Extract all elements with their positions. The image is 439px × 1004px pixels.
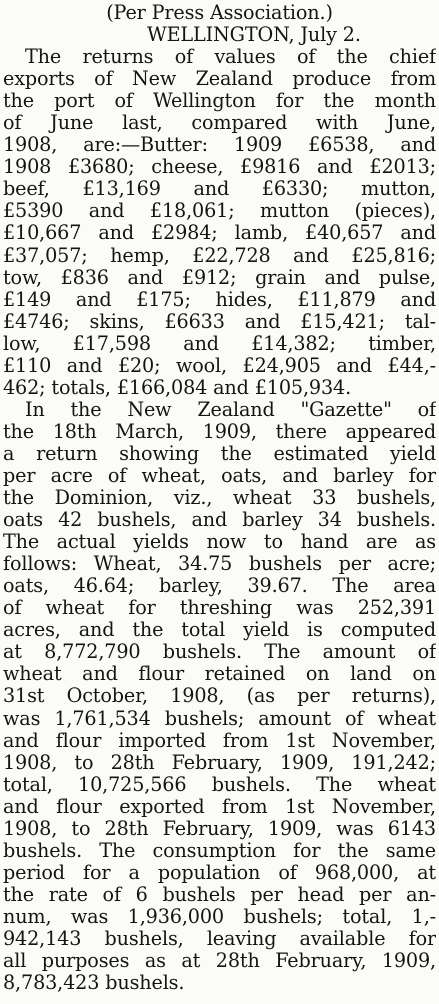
text-line: £4746; skins, £6633 and £15,421; tal- [3, 310, 436, 333]
text-line: low, £17,598 and £14,382; timber, [3, 332, 436, 355]
text-line: £149 and £175; hides, £11,879 and [3, 288, 436, 311]
text-line: bushels. The consumption for the same [3, 839, 436, 862]
text-line: oats 42 bushels, and barley 34 bushels. [3, 509, 436, 532]
text-line: follows: Wheat, 34.75 bushels per acre; [3, 553, 436, 576]
text-line: 1908 £3680; cheese, £9816 and £2013; [3, 156, 436, 179]
text-line: acres, and the total yield is computed [3, 619, 436, 642]
text-line: 462; totals, £166,084 and £105,934. [3, 376, 352, 399]
text-line: beef, £13,169 and £6330; mutton, [3, 178, 436, 201]
text-line: all purposes as at 28th February, 1909, [3, 950, 436, 973]
text-line: The actual yields now to hand are as [3, 531, 436, 554]
text-line: tow, £836 and £912; grain and pulse, [3, 266, 436, 289]
text-line: was 1,761,534 bushels; amount of wheat [3, 707, 436, 730]
text-line: £110 and £20; wool, £24,905 and £44,- [3, 354, 436, 377]
text-line: The returns of values of the chief [25, 46, 436, 69]
text-line: the Dominion, viz., wheat 33 bushels, [3, 487, 436, 510]
text-line: period for a population of 968,000, at [3, 861, 436, 884]
text-line: exports of New Zealand produce from [3, 68, 436, 91]
paragraph-wheat-returns [3, 399, 436, 994]
text-line: 1908, to 28th February, 1909, was 6143 [3, 817, 436, 840]
text-line: of wheat for threshing was 252,391 [3, 597, 436, 620]
text-line: In the New Zealand "Gazette" of [25, 398, 436, 421]
text-line: of June last, compared with June, [3, 112, 436, 135]
text-line: the 18th March, 1909, there appeared [3, 420, 436, 443]
text-line: 31st October, 1908, (as per returns), [3, 685, 436, 708]
text-line: the rate of 6 bushels per head per an- [3, 883, 436, 906]
text-line: wheat and flour retained on land on [3, 663, 436, 686]
dateline: WELLINGTON, July 2. [147, 24, 361, 47]
text-line: and flour imported from 1st November, [3, 729, 436, 752]
source-line: (Per Press Association.) [106, 2, 333, 24]
text-line: 942,143 bushels, leaving available for [3, 927, 436, 950]
text-line: 8,783,423 bushels. [3, 972, 185, 995]
text-line: £10,667 and £2984; lamb, £40,657 and [3, 222, 436, 245]
text-line: total, 10,725,566 bushels. The wheat [3, 773, 436, 796]
text-line: £5390 and £18,061; mutton (pieces), [3, 200, 436, 223]
text-line: 1908, are:—Butter: 1909 £6538, and [3, 134, 436, 157]
text-line: and flour exported from 1st November, [3, 795, 436, 818]
text-line: per acre of wheat, oats, and barley for [3, 464, 436, 487]
text-line: num, was 1,936,000 bushels; total, 1,- [3, 905, 436, 928]
text-line: oats, 46.64; barley, 39.67. The area [3, 575, 436, 598]
text-line: the port of Wellington for the month [3, 90, 436, 113]
text-line: £37,057; hemp, £22,728 and £25,816; [3, 244, 436, 267]
text-line: at 8,772,790 bushels. The amount of [3, 641, 436, 664]
paragraph-exports [3, 46, 436, 399]
text-line: 1908, to 28th February, 1909, 191,242; [3, 751, 436, 774]
text-line: a return showing the estimated yield [3, 442, 436, 465]
